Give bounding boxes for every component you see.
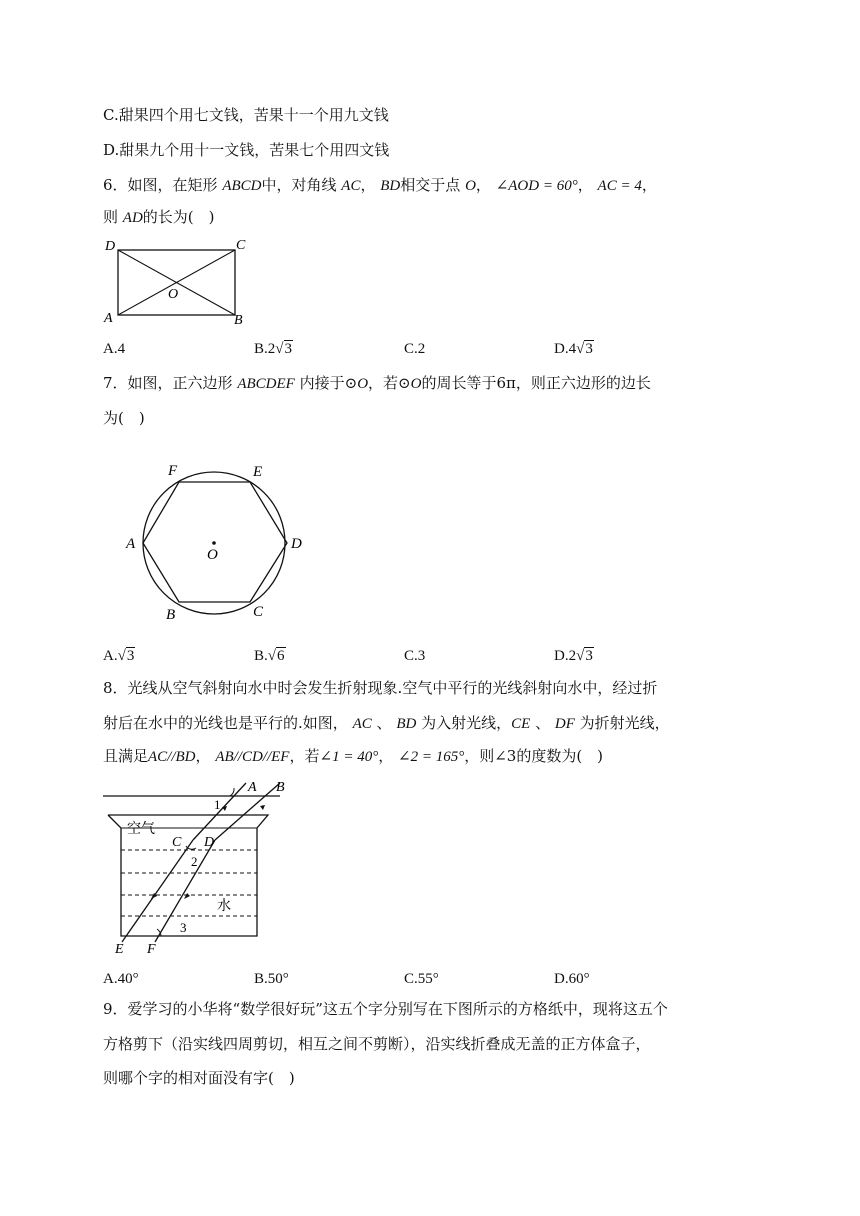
option-d-q5: D.甜果九个用十一文钱，苦果七个用四文钱 — [103, 141, 390, 159]
option-value: 55° — [417, 971, 439, 987]
q8-angle-1: ∠1 = 40° — [319, 749, 379, 765]
option-prefix: A. — [103, 341, 118, 357]
q8-option-b[interactable] — [254, 968, 289, 990]
q8-text: ， — [378, 747, 394, 765]
q6-condition: AC = 4 — [597, 178, 642, 194]
q6-segment-ad: AD — [122, 210, 143, 226]
label-water: 水 — [217, 899, 231, 914]
q6-text: 中，对角线 — [261, 176, 337, 194]
option-prefix: B. — [254, 341, 268, 357]
label-angle-1: 1 — [214, 797, 221, 812]
option-prefix: A. — [103, 648, 118, 664]
q8-text: ，则∠3的度数为( ) — [464, 747, 604, 765]
option-radicand: 3 — [126, 648, 135, 664]
label-air: 空气 — [127, 822, 155, 837]
q6-option-a[interactable] — [103, 338, 125, 360]
option-radicand: 3 — [585, 341, 593, 357]
label-b: B — [234, 313, 243, 326]
label-a: A — [126, 536, 136, 552]
q7-text: 内接于⊙ — [299, 374, 358, 392]
q6-text: 则 — [103, 208, 119, 226]
q6-text: 6．如图，在矩形 — [103, 176, 218, 194]
q6-text: 的长为( ) — [142, 208, 215, 226]
q6-point-o: O — [465, 178, 476, 194]
label-d: D — [204, 835, 215, 850]
q6-rect-name: ABCD — [222, 178, 262, 194]
q6-diag-ac: AC — [341, 178, 361, 194]
q7-option-a[interactable] — [103, 645, 135, 667]
label-e: E — [115, 942, 124, 956]
option-prefix: A. — [103, 971, 118, 987]
q8-text: 射后在水中的光线也是平行的.如图， — [103, 714, 348, 732]
option-prefix: C. — [404, 648, 418, 664]
q7-option-c[interactable] — [404, 645, 425, 667]
sqrt-icon: √ — [267, 648, 276, 664]
q8-line2 — [103, 712, 670, 735]
option-prefix: D. — [554, 971, 569, 987]
option-radicand: 3 — [284, 341, 292, 357]
q8-option-c[interactable] — [404, 968, 439, 990]
q8-ray-bd: BD — [396, 716, 417, 732]
label-b: B — [276, 780, 285, 795]
q8-line3 — [103, 745, 603, 768]
option-radicand: 6 — [277, 648, 285, 664]
label-o: O — [207, 547, 218, 563]
option-value: 50° — [267, 971, 289, 987]
q7-text: ，若⊙ — [368, 374, 411, 392]
label-angle-3: 3 — [180, 920, 187, 935]
label-a: A — [248, 780, 257, 795]
q7-circle-o: O — [357, 376, 369, 392]
option-prefix: C. — [404, 971, 418, 987]
q6-angle: ∠AOD = 60° — [495, 178, 578, 194]
option-prefix: D. — [554, 341, 569, 357]
q9-line1: 9．爱学习的小华将“数学很好玩”这五个字分别写在下图所示的方格纸中，现将这五个 — [103, 1000, 668, 1018]
q6-option-c[interactable] — [404, 338, 425, 360]
option-c-q5: C.甜果四个用七文钱，苦果十一个用九文钱 — [103, 106, 389, 124]
q8-ray-ce: CE — [511, 716, 531, 732]
q6-text: 相交于点 — [400, 176, 461, 194]
q6-option-d[interactable] — [554, 338, 594, 360]
option-radicand: 3 — [585, 648, 593, 664]
option-value: 40° — [117, 971, 139, 987]
q8-option-a[interactable] — [103, 968, 139, 990]
option-value: 3 — [417, 648, 426, 664]
q8-text: ， — [195, 747, 211, 765]
option-prefix: C. — [404, 341, 418, 357]
q7-text: 的周长等于6π，则正六边形的边长 — [421, 374, 651, 392]
label-d: D — [105, 239, 116, 254]
label-e: E — [253, 464, 263, 480]
option-prefix: B. — [254, 971, 268, 987]
q6-line2 — [103, 206, 215, 229]
sqrt-icon: √ — [576, 648, 585, 664]
q7-line2: 为( ) — [103, 409, 145, 427]
option-prefix: D. — [554, 648, 569, 664]
q7-option-b[interactable] — [254, 645, 286, 667]
label-c: C — [253, 604, 264, 620]
sqrt-icon: √ — [117, 648, 126, 664]
option-value: 60° — [568, 971, 590, 987]
q8-text: 、 — [376, 714, 392, 732]
q8-text: 为折射光线， — [579, 714, 670, 732]
option-coef: 2 — [568, 648, 577, 664]
q8-option-d[interactable] — [554, 968, 590, 990]
label-o: O — [168, 287, 179, 302]
sqrt-icon: √ — [576, 341, 585, 357]
q6-text: ， — [360, 176, 376, 194]
q8-ray-ac: AC — [352, 716, 372, 732]
q8-angle-2: ∠2 = 165° — [398, 749, 465, 765]
q8-parallel-2: AB//CD//EF — [215, 749, 290, 765]
q8-text: 且满足 — [103, 747, 149, 765]
q7-hexagon-name: ABCDEF — [237, 376, 295, 392]
q6-line1 — [103, 174, 657, 197]
label-d: D — [291, 536, 302, 552]
q8-text: ，若 — [289, 747, 320, 765]
q9-line2: 方格剪下（沿实线四周剪切，相互之间不剪断），沿实线折叠成无盖的正方体盒子， — [103, 1035, 651, 1053]
q8-parallel-1: AC//BD — [148, 749, 196, 765]
q6-diag-bd: BD — [380, 178, 401, 194]
label-f: F — [147, 942, 156, 956]
label-a: A — [104, 311, 113, 326]
q6-option-b[interactable] — [254, 338, 293, 360]
q6-text: ， — [475, 176, 491, 194]
q8-refraction-figure — [100, 776, 290, 956]
q6-rectangle-figure — [100, 236, 260, 326]
q7-text: 7．如图，正六边形 — [103, 374, 233, 392]
label-angle-2: 2 — [191, 854, 198, 869]
q7-circle-o: O — [410, 376, 422, 392]
sqrt-icon: √ — [275, 341, 284, 357]
q8-text: 为入射光线， — [421, 714, 512, 732]
q7-option-d[interactable] — [554, 645, 594, 667]
label-b: B — [166, 607, 176, 623]
option-value: 4 — [117, 341, 126, 357]
q6-text: ， — [641, 176, 657, 194]
q8-text: 、 — [535, 714, 551, 732]
label-c: C — [172, 835, 182, 850]
option-value: 2 — [417, 341, 426, 357]
q7-hexagon-figure — [120, 455, 320, 630]
q7-line1 — [103, 372, 651, 395]
option-coef: 4 — [568, 341, 577, 357]
q6-text: ， — [577, 176, 593, 194]
label-c: C — [236, 238, 246, 253]
label-f: F — [168, 463, 178, 479]
q8-line1: 8．光线从空气斜射向水中时会发生折射现象.空气中平行的光线斜射向水中，经过折 — [103, 679, 658, 697]
option-prefix: B. — [254, 648, 268, 664]
q8-ray-df: DF — [554, 716, 575, 732]
q9-line3: 则哪个字的相对面没有字( ) — [103, 1069, 295, 1087]
option-coef: 2 — [267, 341, 276, 357]
